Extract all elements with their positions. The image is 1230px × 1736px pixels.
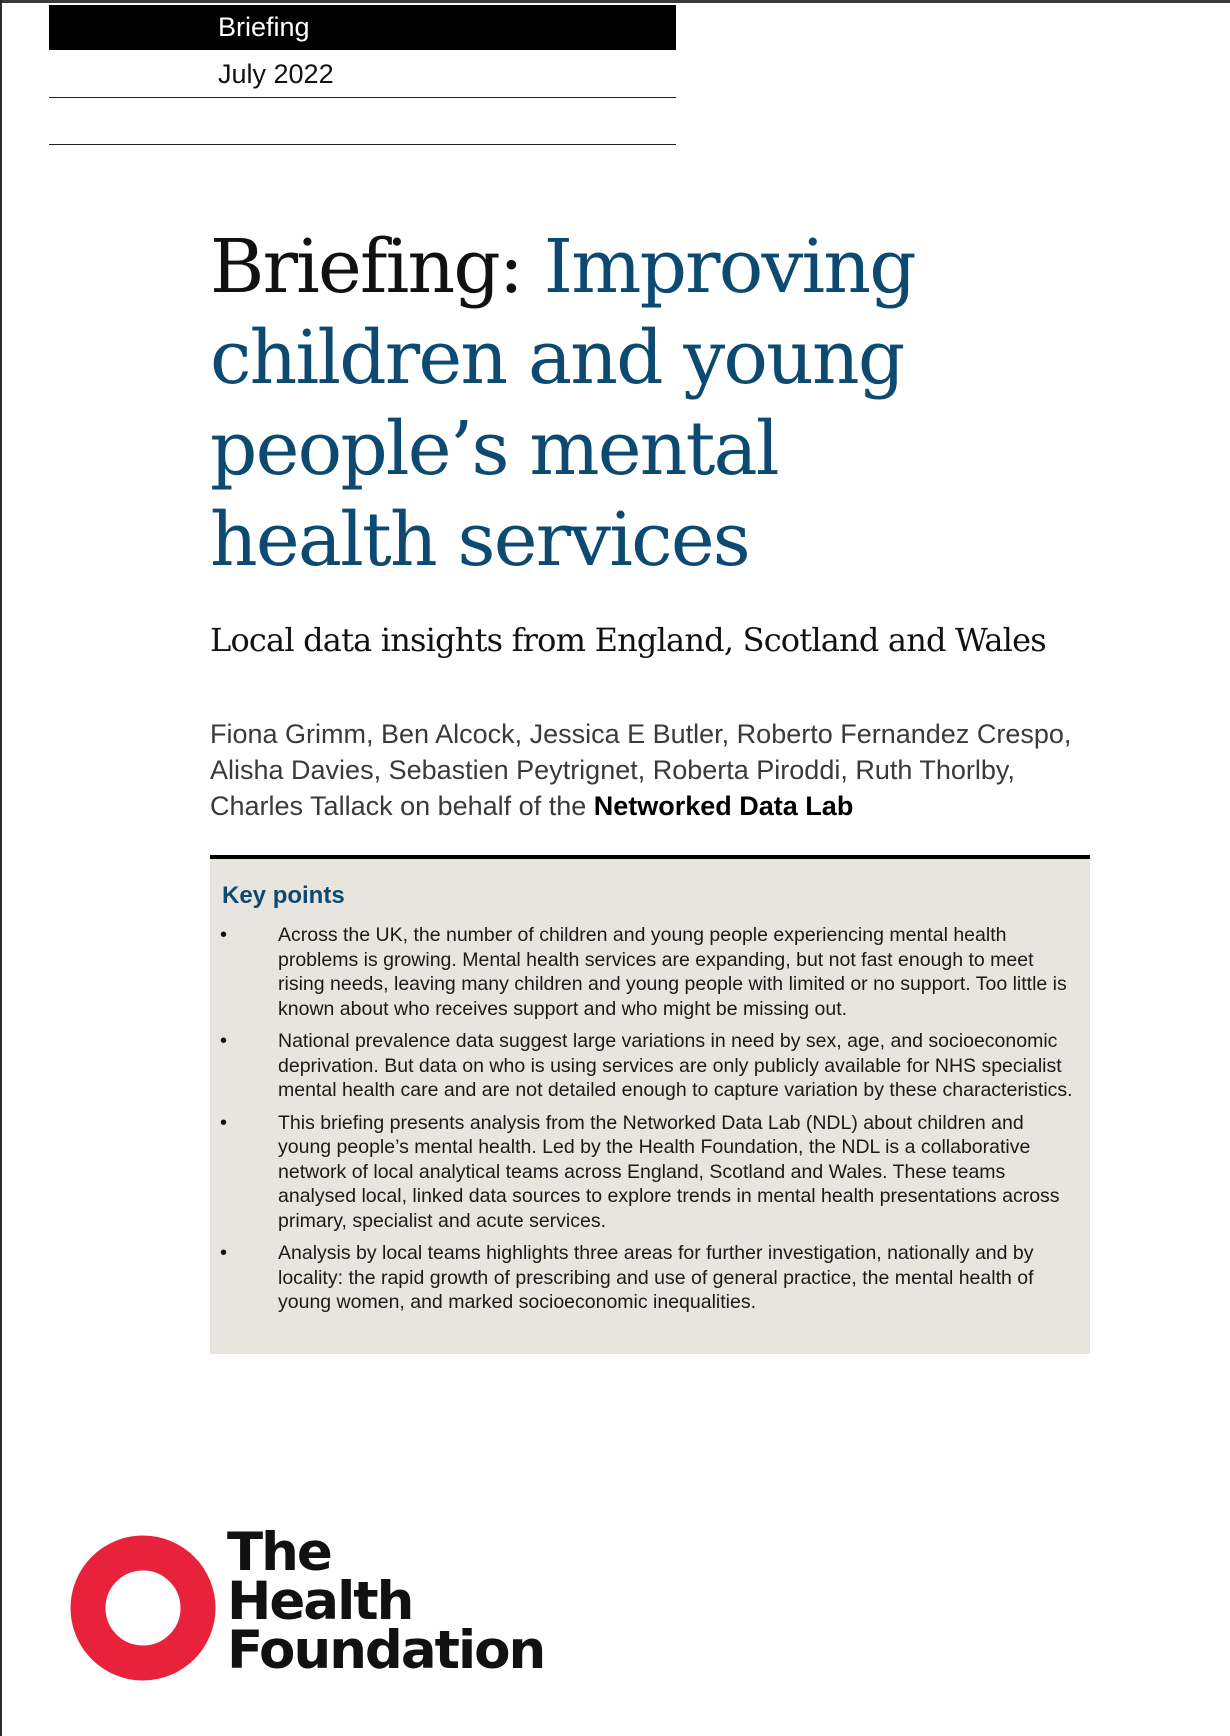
key-point-text: National prevalence data suggest large variations in need by sex, age, and socioeconomic deprivation. But data on who is using services are only publicly available for NHS specialist mental health care and are not detailed enough to capture variation by these characteristics. xyxy=(278,1030,1073,1101)
author-organisation: Networked Data Lab xyxy=(593,791,854,821)
publication-date: July 2022 xyxy=(218,59,334,89)
logo-ring-icon xyxy=(70,1535,216,1681)
key-point-item xyxy=(210,1111,1090,1234)
key-points-list xyxy=(210,923,1090,1323)
key-point-text: Analysis by local teams highlights three areas for further investigation, nationally and by locality: the rapid growth of prescribing and use of general practice, the mental health of young women, and marked socioeconomic inequalities. xyxy=(278,1242,1034,1313)
author-list xyxy=(210,716,1110,824)
logo-line-the: The xyxy=(227,1522,331,1583)
header-divider-lower xyxy=(49,144,676,145)
author-names: Fiona Grimm, Ben Alcock, Jessica E Butler, Roberto Fernandez Crespo, Alisha Davies, Sebastien Peytrignet, Roberta Piroddi, Ruth Thorlby, Charles Tallack on behalf of the xyxy=(210,719,1072,821)
bullet-icon: • xyxy=(220,1111,228,1134)
page-top-border xyxy=(0,0,1230,3)
key-point-item xyxy=(210,1029,1090,1103)
key-points-heading: Key points xyxy=(222,882,345,909)
logo-wordmark xyxy=(227,1522,545,1681)
title-prefix: Briefing: xyxy=(210,224,523,310)
bullet-icon: • xyxy=(220,1242,228,1264)
header-divider xyxy=(49,97,676,98)
page-title xyxy=(210,222,930,586)
bullet-icon: • xyxy=(220,1030,228,1052)
health-foundation-logo xyxy=(70,1522,570,1692)
key-point-item xyxy=(210,923,1090,1021)
page-left-border xyxy=(0,0,2,1736)
key-point-text: Across the UK, the number of children and young people experiencing mental health problems is growing. Mental health services are expanding, but not fast enough to meet rising needs, leaving many children and young people with limited or no support. Too little is known about who receives support and who might be missing out. xyxy=(278,924,1067,1020)
page-subtitle: Local data insights from England, Scotland and Wales xyxy=(210,621,1046,659)
logo-line-health: Health xyxy=(227,1571,413,1632)
title-main: Improving children and young people’s mental health services xyxy=(210,224,915,583)
key-points-panel xyxy=(210,855,1090,1354)
document-type-label: Briefing xyxy=(49,5,676,50)
key-point-text: This briefing presents analysis from the Networked Data Lab (NDL) about children and young people’s mental health. Led by the Health Foundation, the NDL is a collaborative network of local analytical teams across England, Scotland and Wales. These teams analysed local, linked data sources to explore trends in mental health presentations across primary, specialist and acute services. xyxy=(278,1111,1060,1232)
logo-line-foundation: Foundation xyxy=(227,1620,545,1681)
bullet-icon: • xyxy=(220,924,228,946)
key-point-item xyxy=(210,1241,1090,1315)
